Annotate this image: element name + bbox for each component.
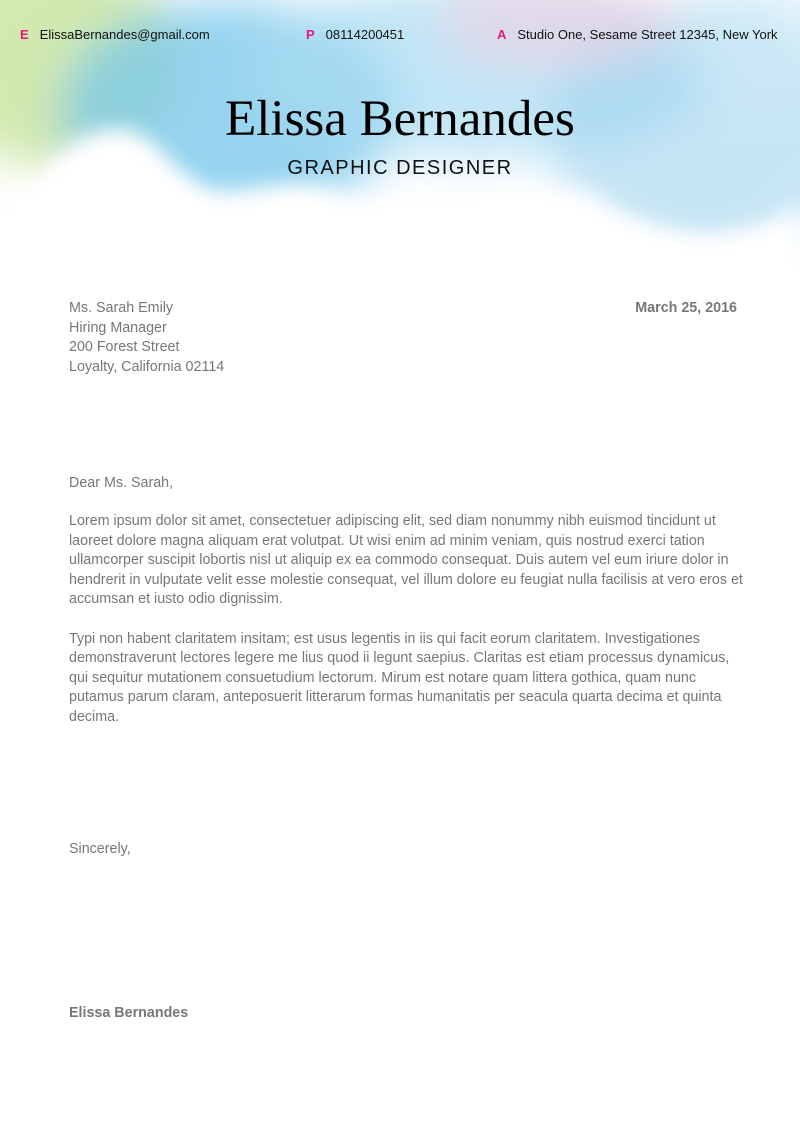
recipient-name: Ms. Sarah Emily <box>69 300 174 316</box>
email-value[interactable]: ElissaBernandes@gmail.com <box>39 27 210 42</box>
recipient-position: Hiring Manager <box>69 319 167 336</box>
email-key-letter: E <box>20 27 29 42</box>
letter-date: March 25, 2016 <box>635 300 737 316</box>
recipient-street: 200 Forest Street <box>69 339 180 356</box>
phone-key-letter: P <box>306 27 315 42</box>
closing: Sincerely, <box>69 841 131 857</box>
contact-email[interactable] <box>20 27 210 42</box>
body-paragraph: Typi non habent claritatem insitam; est usus legentis in iis qui facit eorum claritatem. Investigationes demonstraverunt lectores legere me lius quod ii legunt saepius. Claritas est etiam processus dynamicus, qui sequitur mutationem consuetudium lectorum. Mirum est notare quam littera gothica, quam nunc putamus parum claram, anteposuerit litterarum formas humanitatis per seacula quarta decima et quinta decima. <box>69 630 730 725</box>
phone-value[interactable]: 08114200451 <box>325 27 405 42</box>
applicant-title: GRAPHIC DESIGNER <box>287 157 513 179</box>
signature-name: Elissa Bernandes <box>69 1005 189 1021</box>
contact-bar <box>0 27 800 43</box>
contact-address <box>497 27 778 42</box>
address-value: Studio One, Sesame Street 12345, New York <box>517 27 778 42</box>
address-key-letter: A <box>497 27 507 42</box>
contact-phone[interactable] <box>306 27 404 42</box>
letter-body <box>69 512 744 747</box>
applicant-name: Elissa Bernandes <box>225 91 575 147</box>
recipient-city: Loyalty, California 02114 <box>69 358 225 375</box>
body-paragraph: Lorem ipsum dolor sit amet, consectetuer adipiscing elit, sed diam nonummy nibh euismod tincidunt ut laoreet dolore magna aliquam erat volutpat. Ut wisi enim ad minim veniam, quis nostrud exerci tation ullamcorper suscipit lobortis nisl ut aliquip ex ea commodo consequat. Duis autem vel eum iriure dolor in hendrerit in vulputate velit esse molestie consequat, vel illum dolore eu feugiat nulla facilisis at vero eros et accumsan et iusto odio dignissim. <box>69 513 743 608</box>
salutation: Dear Ms. Sarah, <box>69 475 174 491</box>
recipient-block <box>69 299 224 377</box>
